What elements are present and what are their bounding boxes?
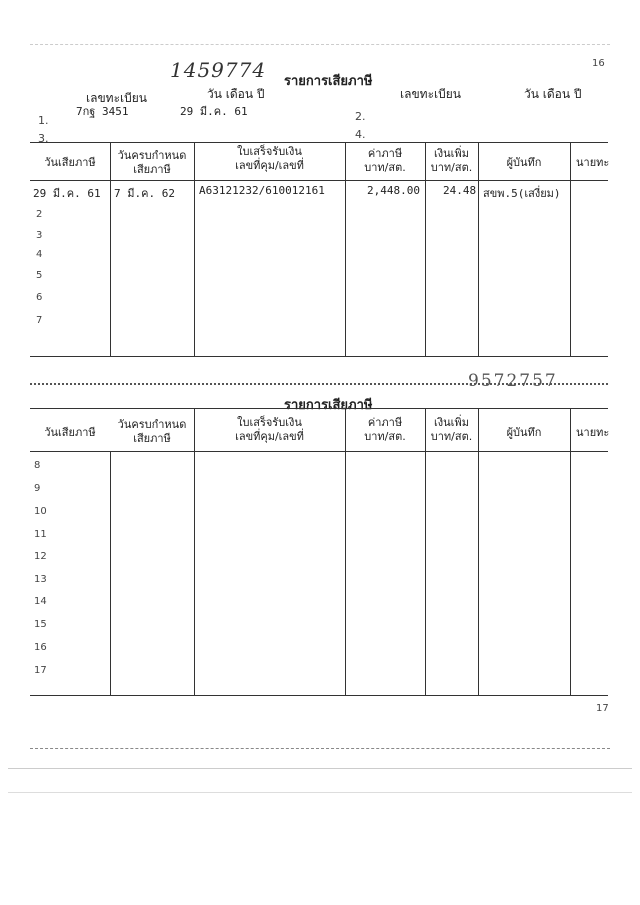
header-surcharge <box>425 147 478 175</box>
header-tax <box>345 416 425 444</box>
registration-label-1: เลขทะเบียน <box>86 91 147 105</box>
header-tax-line2: บาท/สต. <box>364 430 406 443</box>
header-receipt-line1: ใบเสร็จรับเงิน <box>237 416 302 429</box>
header-surcharge-line2: บาท/สต. <box>430 430 473 443</box>
header-surcharge <box>425 416 478 444</box>
table2-title: รายการเสียภาษี <box>284 398 373 413</box>
row-number: 13 <box>34 574 47 585</box>
header-tax <box>345 147 425 175</box>
header-surcharge-line1: เงินเพิ่ม <box>434 147 469 160</box>
separator-handwritten-note: 9572757 <box>468 371 558 391</box>
scan-artifact-line <box>30 748 610 749</box>
row-number: 7 <box>36 315 43 326</box>
registration-label-2: เลขทะเบียน <box>400 87 461 101</box>
header-tax-line1: ค่าภาษี <box>367 416 403 429</box>
handwritten-note: 1459774 <box>170 58 267 82</box>
header-surcharge-line1: เงินเพิ่ม <box>434 416 469 429</box>
date-value: 29 มี.ค. 61 <box>180 105 248 118</box>
header-registrar: นายทะ <box>576 426 610 439</box>
header-surcharge-line2: บาท/สต. <box>430 161 473 174</box>
header-tax-line1: ค่าภาษี <box>367 147 403 160</box>
slot-3: 3. <box>38 132 49 145</box>
header-due-date-line2: เสียภาษี <box>133 163 171 176</box>
slot-1: 1. <box>38 114 49 127</box>
header-recorder: ผู้บันทึก <box>506 156 542 169</box>
row1-receipt-number: A63121232/610012161 <box>199 184 325 197</box>
page-title: รายการเสียภาษี <box>284 74 373 89</box>
row-number: 17 <box>34 665 47 676</box>
row-number: 9 <box>34 483 41 494</box>
header-due-date-line1: วันครบกำหนด <box>117 418 187 431</box>
row-number: 15 <box>34 619 47 630</box>
header-receipt-line2: เลขที่คุม/เลขที่ <box>235 430 304 443</box>
header-due-date <box>110 418 194 446</box>
row1-recorder: สขพ.5(เสงี่ยม) <box>483 187 561 200</box>
page-number-bottom: 17 <box>596 703 609 714</box>
page-edge-line <box>8 792 632 793</box>
row-number: 5 <box>36 270 43 281</box>
row-number: 10 <box>34 506 47 517</box>
row1-tax-amount: 2,448.00 <box>367 184 420 197</box>
header-receipt <box>194 416 345 444</box>
row1-due-date: 7 มี.ค. 62 <box>114 187 175 200</box>
header-paid-date: วันเสียภาษี <box>44 426 96 439</box>
header-due-date-line1: วันครบกำหนด <box>117 149 187 162</box>
header-recorder: ผู้บันทึก <box>506 426 542 439</box>
row-number: 8 <box>34 460 41 471</box>
row1-surcharge-amount: 24.48 <box>443 184 477 197</box>
row-number: 16 <box>34 642 47 653</box>
header-receipt-line2: เลขที่คุม/เลขที่ <box>235 159 304 172</box>
header-receipt-line1: ใบเสร็จรับเงิน <box>237 145 302 158</box>
page-edge-line <box>8 768 632 769</box>
row-number: 14 <box>34 596 47 607</box>
slot-4: 4. <box>355 128 366 141</box>
row-number: 11 <box>34 529 47 540</box>
registration-value: 7กฐ 3451 <box>76 105 129 118</box>
row-number: 3 <box>36 230 43 241</box>
scan-artifact-line <box>30 44 610 45</box>
slot-2: 2. <box>355 110 366 123</box>
header-registrar: นายทะ <box>576 156 610 169</box>
row-number: 2 <box>36 209 43 220</box>
row-number: 6 <box>36 292 43 303</box>
row1-paid-date: 29 มี.ค. 61 <box>33 187 101 200</box>
header-receipt <box>194 145 345 173</box>
row-number: 12 <box>34 551 47 562</box>
page-number-top: 16 <box>592 58 605 69</box>
header-tax-line2: บาท/สต. <box>364 161 406 174</box>
date-label-1: วัน เดือน ปี <box>207 87 265 101</box>
header-paid-date: วันเสียภาษี <box>44 156 96 169</box>
row-number: 4 <box>36 249 43 260</box>
header-due-date-line2: เสียภาษี <box>133 432 171 445</box>
date-label-2: วัน เดือน ปี <box>524 87 582 101</box>
header-due-date <box>110 149 194 177</box>
